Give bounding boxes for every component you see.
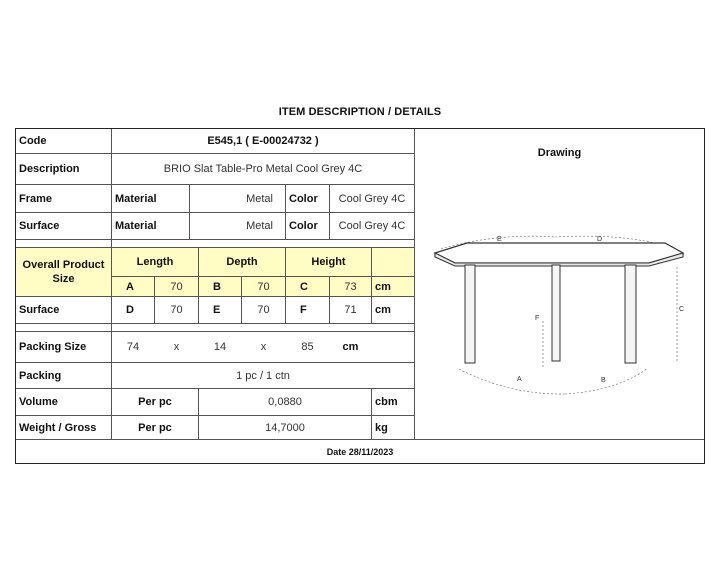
drawing-letter-d: D — [597, 236, 603, 243]
frame-material-value: Metal — [246, 192, 273, 205]
details-table — [15, 128, 705, 464]
length-header: Length — [112, 248, 198, 276]
frame-color-value: Cool Grey 4C — [338, 192, 406, 205]
table-drawing — [415, 219, 704, 409]
drawing-letter-a: A — [517, 376, 522, 383]
volume-value: 0,0880 — [268, 396, 302, 408]
packing-size-label: Packing Size — [19, 341, 87, 353]
surface-dims-label: Surface — [19, 304, 60, 316]
packing-size-unit: cm — [342, 341, 359, 353]
dim-e-value: 70 — [257, 304, 270, 316]
frame-material-label: Material — [115, 192, 157, 205]
overall-size-label: Overall Product Size — [16, 248, 111, 296]
dim-e-letter: E — [213, 304, 221, 316]
dim-b-letter: B — [199, 277, 241, 296]
packing-size-v1: 74 — [126, 341, 140, 353]
overall-unit: cm — [372, 277, 414, 296]
drawing-letter-c: C — [679, 306, 685, 313]
row-divider — [16, 239, 414, 240]
weight-per: Per pc — [138, 421, 172, 434]
dim-f-value: 71 — [344, 304, 357, 316]
unit-header — [372, 248, 414, 276]
page-title: ITEM DESCRIPTION / DETAILS — [278, 106, 442, 118]
weight-value: 14,7000 — [265, 421, 305, 434]
surface-material-label: Material — [115, 220, 157, 232]
description-value: BRIO Slat Table-Pro Metal Cool Grey 4C — [163, 163, 363, 175]
packing-size-v3: 85 — [301, 341, 314, 353]
volume-per: Per pc — [138, 396, 172, 408]
volume-label: Volume — [19, 396, 58, 408]
dim-c-letter: C — [286, 277, 329, 296]
height-header: Height — [286, 248, 371, 276]
packing-size-x1: x — [173, 341, 180, 353]
packing-size-v2: 14 — [213, 341, 227, 353]
surface-color-value: Cool Grey 4C — [338, 220, 406, 232]
surface-label: Surface — [19, 220, 60, 232]
volume-unit: cbm — [375, 396, 398, 408]
code-label: Code — [19, 135, 47, 147]
dim-c-value: 73 — [330, 277, 371, 296]
frame-label: Frame — [19, 192, 53, 205]
packing-value: 1 pc / 1 ctn — [236, 369, 290, 382]
row-divider — [16, 323, 414, 324]
drawing-letter-f: F — [535, 315, 540, 322]
frame-color-label: Color — [289, 192, 318, 205]
depth-header: Depth — [199, 248, 285, 276]
dim-a-value: 70 — [155, 277, 198, 296]
dim-f-letter: F — [300, 304, 307, 316]
dim-d-letter: D — [126, 304, 134, 316]
dim-b-value: 70 — [242, 277, 285, 296]
surface-material-value: Metal — [246, 220, 273, 232]
dim-a-letter: A — [112, 277, 154, 296]
row-divider — [16, 439, 704, 440]
dim-d-value: 70 — [170, 304, 183, 316]
surface-dims-unit: cm — [375, 304, 391, 316]
packing-label: Packing — [19, 369, 62, 382]
drawing-letter-e: E — [497, 236, 502, 243]
description-label: Description — [19, 163, 80, 175]
surface-color-label: Color — [289, 220, 318, 232]
packing-size-x2: x — [260, 341, 267, 353]
date-footer: Date 28/11/2023 — [326, 447, 394, 457]
code-value: E545,1 ( E-00024732 ) — [207, 135, 319, 147]
weight-label: Weight / Gross — [19, 421, 97, 434]
drawing-letter-b: B — [601, 377, 606, 384]
drawing-label: Drawing — [537, 147, 582, 159]
weight-unit: kg — [375, 421, 388, 434]
